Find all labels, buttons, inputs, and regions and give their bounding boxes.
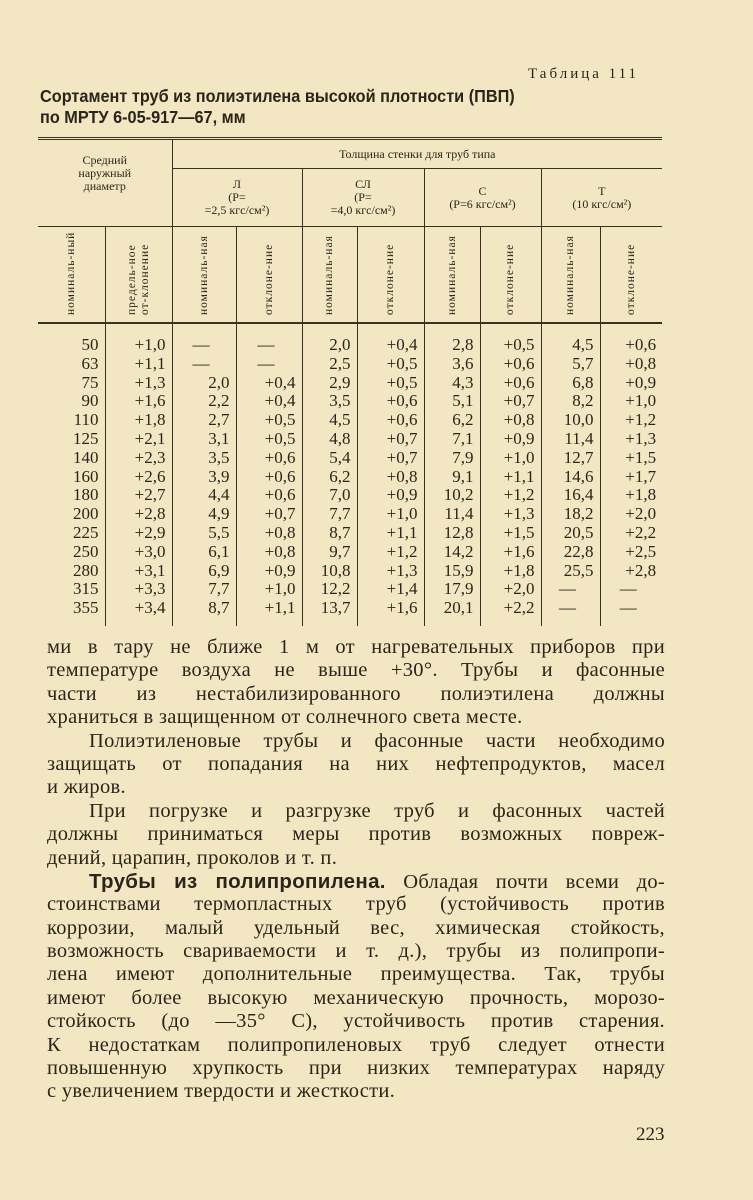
table-cell: +0,8	[236, 524, 302, 543]
table-cell: +0,6	[236, 468, 302, 487]
text-line: Полиэтиленовые трубы и фасонные части необходимо	[89, 729, 665, 752]
table-row	[38, 543, 662, 562]
table-cell: +0,6	[480, 374, 541, 393]
table-cell: +2,8	[105, 505, 172, 524]
table-cell: 6,2	[302, 468, 357, 487]
table-cell: +0,7	[236, 505, 302, 524]
column-header-label: номиналь-ная	[564, 235, 576, 315]
table-cell: +1,7	[600, 468, 662, 487]
table-cell: —	[600, 580, 662, 599]
column-header-label: номиналь-ная	[197, 235, 210, 315]
table-cell: 4,8	[302, 430, 357, 449]
table-cell: 3,5	[302, 392, 357, 411]
table-cell: +1,0	[236, 580, 302, 599]
table-cell: +2,5	[600, 543, 662, 562]
table-cell: 2,0	[302, 336, 357, 355]
column-header-label: номиналь-ная	[445, 235, 458, 315]
table-cell: 9,7	[302, 543, 357, 562]
table-cell: 7,7	[172, 580, 236, 599]
column-header-label: предель-ное от-клонение	[125, 243, 151, 315]
group-label: Т	[598, 183, 606, 198]
table-cell: +2,0	[600, 505, 662, 524]
table-row	[38, 562, 662, 581]
spacer-cell	[302, 618, 357, 626]
table-title	[40, 86, 515, 128]
table-cell: 225	[73, 522, 99, 542]
table-row	[38, 336, 662, 355]
table-cell: +0,4	[236, 374, 302, 393]
column-header	[236, 227, 302, 324]
table-cell: +0,6	[236, 449, 302, 468]
table-cell: +1,6	[357, 599, 424, 618]
type-group-header	[302, 169, 424, 227]
group-label: Л	[232, 177, 242, 191]
table-cell: 4,5	[541, 336, 600, 355]
table-cell: +0,4	[236, 392, 302, 411]
table-cell: 3,5	[172, 449, 236, 468]
table-cell: 15,9	[424, 562, 480, 581]
text-line: защищать от попадания на них нефтепродуктов, масел	[47, 752, 665, 775]
column-header	[302, 227, 357, 324]
table-cell: +1,1	[480, 468, 541, 487]
group-label: (10 кгс/см²)	[572, 196, 632, 211]
table-cell: 2,8	[424, 336, 480, 355]
spacer-cell	[38, 618, 105, 626]
table-cell: +0,9	[236, 562, 302, 581]
table-row	[38, 430, 662, 449]
table-cell: +0,7	[357, 430, 424, 449]
table-row	[38, 411, 662, 430]
table-cell: 5,7	[541, 355, 600, 374]
table-cell: 50	[81, 335, 99, 354]
table-cell: +1,2	[357, 543, 424, 562]
table-cell: +2,7	[105, 486, 172, 505]
pipe-sizes-table	[38, 137, 662, 626]
spacer-cell	[105, 618, 172, 626]
table-cell: 10,8	[302, 562, 357, 581]
text-line: К недостаткам полипропиленовых труб следует отнести	[47, 1033, 665, 1056]
column-header	[600, 227, 662, 324]
table-row	[38, 392, 662, 411]
table-row	[38, 486, 662, 505]
text-line: температуре воздуха не выше +30°. Трубы и фасонные	[47, 659, 665, 682]
table-row	[38, 524, 662, 543]
table-cell: +3,4	[105, 599, 172, 618]
text-line: повышенную хрупкость при низких температурах наряду	[47, 1057, 665, 1080]
table-cell: +0,5	[236, 411, 302, 430]
table-cell: 3,6	[424, 355, 480, 374]
table-cell: 2,2	[172, 392, 236, 411]
table-cell: 90	[81, 391, 99, 411]
table-cell: +0,7	[357, 449, 424, 468]
table-cell: 17,9	[424, 580, 480, 599]
group-label: (Р=	[354, 190, 372, 204]
table-cell: +1,6	[105, 392, 172, 411]
table-cell: +2,2	[600, 524, 662, 543]
table-cell: 5,1	[424, 392, 480, 411]
table-cell: +0,8	[480, 411, 541, 430]
table-cell: +1,4	[357, 580, 424, 599]
column-header	[105, 227, 172, 324]
table-cell: 125	[73, 428, 99, 448]
table-cell: 110	[73, 410, 99, 430]
table-cell: 140	[73, 447, 99, 467]
column-header	[357, 227, 424, 324]
text-line: храниться в защищенном от солнечного света месте.	[47, 706, 523, 729]
table-cell: 8,7	[302, 524, 357, 543]
text-line: ми в тару не ближе 1 м от нагревательных приборов при	[47, 636, 665, 658]
table-cell: 4,4	[172, 486, 236, 505]
table-cell: +0,8	[600, 355, 662, 374]
table-cell: 6,8	[541, 374, 600, 393]
column-header-label: номиналь-ная	[323, 235, 335, 315]
table-row	[38, 505, 662, 524]
table-cell: +2,0	[480, 580, 541, 599]
table-cell: 8,7	[172, 599, 236, 618]
table-cell: +0,6	[236, 486, 302, 505]
spacer-cell	[172, 618, 236, 626]
column-header-label: отклоне-ние	[384, 243, 396, 315]
table-cell: 20,1	[424, 599, 480, 618]
column-header-label: отклоне-ние	[504, 243, 516, 315]
table-cell: 7,0	[302, 486, 357, 505]
table-cell: 6,2	[424, 411, 480, 430]
column-header	[38, 227, 105, 324]
table-cell: —	[541, 599, 600, 618]
table-row	[38, 355, 662, 374]
table-cell: +0,5	[357, 374, 424, 393]
table-cell: +1,2	[600, 411, 662, 430]
table-cell: 2,0	[172, 374, 236, 393]
table-cell: —	[172, 355, 236, 374]
type-group-header	[541, 169, 662, 227]
table-cell: +1,6	[480, 543, 541, 562]
table-cell: —	[541, 580, 600, 599]
table-cell: —	[236, 336, 302, 355]
table-cell: 3,9	[172, 468, 236, 487]
table-cell: +0,6	[480, 355, 541, 374]
table-cell: +2,8	[600, 562, 662, 581]
group-label: С	[478, 183, 487, 198]
table-cell: 6,9	[172, 562, 236, 581]
table-cell: 7,1	[424, 430, 480, 449]
table-cell: —	[236, 355, 302, 374]
table-cell: +1,3	[357, 562, 424, 581]
spacer-cell	[357, 618, 424, 626]
page-number: 223	[636, 1124, 665, 1145]
table-cell: 75	[81, 372, 99, 392]
group-label: СЛ	[355, 177, 371, 191]
table-cell: +1,1	[236, 599, 302, 618]
table-cell: +3,1	[105, 562, 172, 581]
wall-thickness-header: Толщина стенки для труб типа	[172, 139, 662, 169]
table-cell: 63	[81, 353, 99, 373]
column-header-label: отклоне-ние	[624, 243, 637, 315]
table-cell: 2,7	[172, 411, 236, 430]
table-cell: +0,9	[480, 430, 541, 449]
body-text	[47, 636, 665, 1104]
table-cell: +1,1	[357, 524, 424, 543]
table-cell: 4,9	[172, 505, 236, 524]
table-cell: 11,4	[541, 430, 600, 449]
spacer-cell	[236, 618, 302, 626]
table-cell: +0,9	[600, 374, 662, 393]
table-cell: 16,4	[541, 486, 600, 505]
spacer-cell	[424, 618, 480, 626]
table-cell: +1,0	[105, 336, 172, 355]
diameter-header: Средний наружный диаметр	[38, 139, 172, 227]
column-header	[541, 227, 600, 324]
table-cell: 9,1	[424, 468, 480, 487]
table-cell: +0,8	[357, 468, 424, 487]
group-label: (Р=	[228, 190, 246, 204]
title-line: по МРТУ 6-05-917—67, мм	[40, 107, 246, 127]
column-header	[480, 227, 541, 324]
table-cell: 2,5	[302, 355, 357, 374]
text-line: имеют более высокую механическую прочность, морозо-	[47, 986, 665, 1009]
table-cell: +1,5	[600, 449, 662, 468]
group-label: =2,5 кгс/см²)	[204, 203, 270, 217]
table-cell: 12,2	[302, 580, 357, 599]
table-cell: 180	[73, 485, 99, 505]
table-cell: +0,5	[357, 355, 424, 374]
table-cell: 10,0	[541, 411, 600, 430]
text-line: коррозии, малый удельный вес, химическая стойкость,	[47, 916, 665, 939]
column-header-label: отклоне-ние	[262, 243, 275, 315]
table-cell: +0,9	[357, 486, 424, 505]
table-cell: +2,1	[105, 430, 172, 449]
group-label: (Р=6 кгс/см²)	[449, 196, 516, 211]
spacer-cell	[541, 618, 600, 626]
table-cell: +2,6	[105, 468, 172, 487]
table-cell: 13,7	[302, 599, 357, 618]
table-cell: +1,1	[105, 355, 172, 374]
text-line: должны приниматься меры против возможных повреж-	[47, 823, 665, 846]
spacer-cell	[480, 618, 541, 626]
table-cell: +0,7	[480, 392, 541, 411]
table-cell: +0,6	[357, 411, 424, 430]
table-cell: +2,9	[105, 524, 172, 543]
table-cell: —	[600, 599, 662, 618]
table-cell: 20,5	[541, 524, 600, 543]
text-line: При погрузке и разгрузке труб и фасонных частей	[89, 799, 665, 822]
table-cell: 5,4	[302, 449, 357, 468]
section-heading: Трубы из полипропилена.	[89, 869, 386, 893]
type-group-header	[172, 169, 302, 227]
table-cell: +1,8	[480, 562, 541, 581]
table-cell: 8,2	[541, 392, 600, 411]
table-cell: +0,6	[357, 392, 424, 411]
table-cell: 160	[73, 466, 99, 486]
table-cell: 10,2	[424, 486, 480, 505]
table-cell: 4,3	[424, 374, 480, 393]
table-cell: +1,0	[357, 505, 424, 524]
table-cell: 315	[73, 579, 99, 599]
table-cell: 25,5	[541, 562, 600, 581]
table-cell: +0,4	[357, 336, 424, 355]
table-row	[38, 374, 662, 393]
table-cell: +2,2	[480, 599, 541, 618]
text-line: стоинствами термопластных труб (устойчивость против	[47, 893, 665, 916]
table-cell: +1,0	[480, 449, 541, 468]
table-row	[38, 599, 662, 618]
table-cell: —	[172, 336, 236, 355]
text-line: с увеличением твердости и жесткости.	[47, 1080, 396, 1103]
text-line: стойкость (до —35° С), устойчивость против старения.	[47, 1010, 665, 1033]
group-label: =4,0 кгс/см²)	[330, 203, 396, 217]
text-line: дений, царапин, проколов и т. п.	[47, 846, 338, 869]
table-cell: +1,5	[480, 524, 541, 543]
table-cell: +1,8	[105, 411, 172, 430]
table-cell: +1,3	[480, 505, 541, 524]
text-line: части из нестабилизированного полиэтилена должны	[47, 682, 665, 705]
table-row	[38, 468, 662, 487]
table-cell: 14,2	[424, 543, 480, 562]
table-cell: +1,0	[600, 392, 662, 411]
table-cell: +2,3	[105, 449, 172, 468]
table-cell: +3,0	[105, 543, 172, 562]
type-group-header	[424, 169, 541, 227]
text-line	[47, 870, 665, 893]
table-cell: 250	[73, 541, 99, 561]
table-cell: 2,9	[302, 374, 357, 393]
text-line: и жиров.	[47, 776, 126, 799]
table-cell: 5,5	[172, 524, 236, 543]
spacer-cell	[600, 618, 662, 626]
column-header	[172, 227, 236, 324]
table-cell: +1,2	[480, 486, 541, 505]
table-cell: +1,3	[600, 430, 662, 449]
column-header	[424, 227, 480, 324]
table-row	[38, 449, 662, 468]
table-cell: 11,4	[424, 505, 480, 524]
table-cell: 280	[73, 560, 99, 580]
table-cell: 4,5	[302, 411, 357, 430]
table-cell: 6,1	[172, 543, 236, 562]
table-cell: 14,6	[541, 468, 600, 487]
text-line: лена имеют дополнительные преимущества. Так, трубы	[47, 963, 665, 986]
table-cell: 18,2	[541, 505, 600, 524]
table-cell: +3,3	[105, 580, 172, 599]
table-cell: +0,6	[600, 336, 662, 355]
table-cell: 355	[73, 598, 99, 618]
table-cell: 7,9	[424, 449, 480, 468]
table-row	[38, 580, 662, 599]
text-line: возможность свариваемости и т. д.), трубы из полипропи-	[47, 940, 665, 963]
column-header-label: номиналь-ный	[64, 231, 77, 315]
table-cell: 12,7	[541, 449, 600, 468]
title-line: Сортамент труб из полиэтилена высокой плотности (ПВП)	[40, 86, 515, 106]
table-cell: 7,7	[302, 505, 357, 524]
table-cell: +1,8	[600, 486, 662, 505]
table-cell: 22,8	[541, 543, 600, 562]
table-cell: 12,8	[424, 524, 480, 543]
table-cell: +0,5	[236, 430, 302, 449]
table-cell: +1,3	[105, 374, 172, 393]
table-number: Таблица 111	[528, 66, 640, 82]
table-cell: +0,8	[236, 543, 302, 562]
table-cell: 200	[73, 504, 99, 524]
table-cell: 3,1	[172, 430, 236, 449]
text-span: Обладая почти всеми до-	[385, 870, 665, 893]
table-cell: +0,5	[480, 336, 541, 355]
